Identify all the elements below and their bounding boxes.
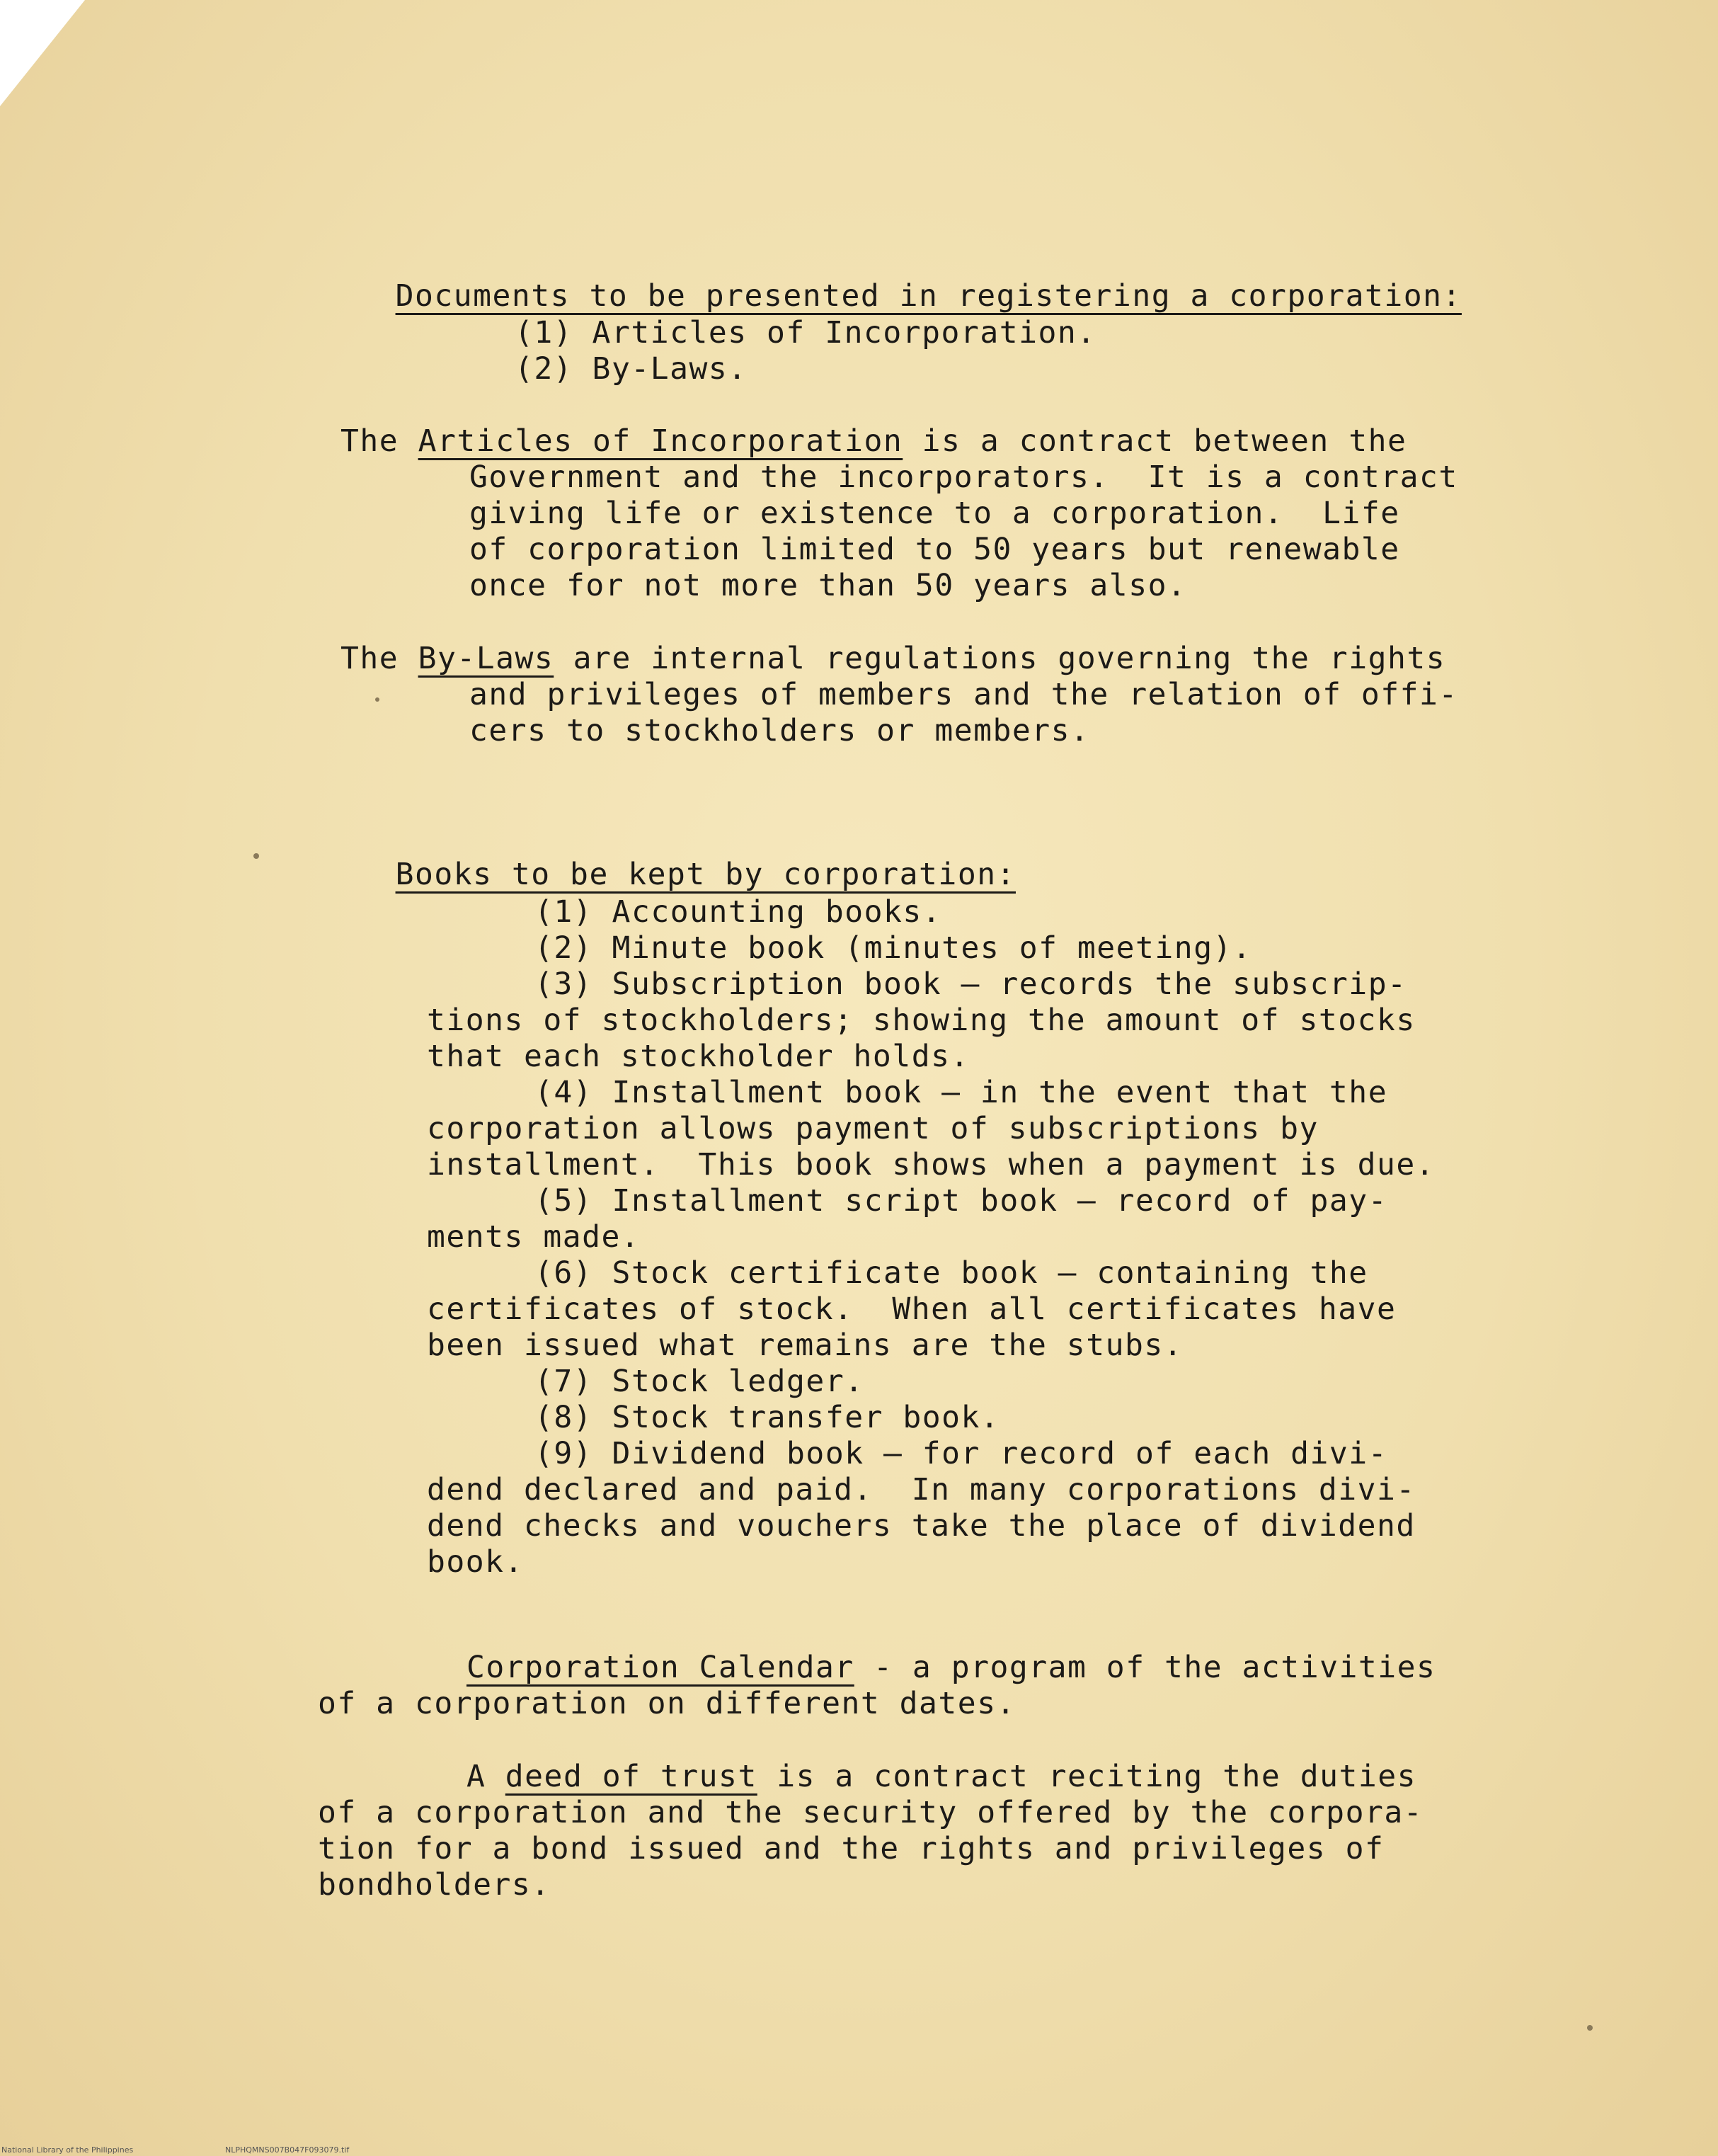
term-bylaws: By-Laws xyxy=(418,641,554,676)
list-item-continuation: tions of stockholders; showing the amount of stocks xyxy=(427,1003,1416,1038)
section-heading-documents: Documents to be presented in registering a corporation: xyxy=(395,278,1462,314)
list-item: (8) Stock transfer book. xyxy=(534,1400,1000,1435)
list-item-continuation: installment. This book shows when a payment is due. xyxy=(427,1147,1436,1182)
list-item-continuation: been issued what remains are the stubs. xyxy=(427,1328,1184,1363)
list-item-continuation: corporation allows payment of subscriptions by xyxy=(427,1111,1319,1146)
term-deed-of-trust: deed of trust xyxy=(505,1759,757,1794)
list-item-continuation: book. xyxy=(427,1544,524,1580)
paragraph-line: of a corporation on different dates. xyxy=(318,1686,1016,1721)
paragraph-bylaws-first-line: The By-Laws are internal regulations governing the rights xyxy=(340,641,1446,676)
term-articles: Articles of Incorporation xyxy=(418,423,903,459)
list-item-continuation: that each stockholder holds. xyxy=(427,1039,970,1074)
paper-speck xyxy=(253,853,259,859)
paragraph-line: of corporation limited to 50 years but renewable xyxy=(469,532,1400,567)
list-item: (2) Minute book (minutes of meeting). xyxy=(534,930,1252,966)
paragraph-line: of a corporation and the security offered by the corpora- xyxy=(318,1795,1424,1830)
list-item: (4) Installment book — in the event that the xyxy=(534,1075,1388,1110)
list-item: (5) Installment script book — record of pay- xyxy=(534,1183,1388,1219)
term-corporation-calendar: Corporation Calendar xyxy=(466,1650,854,1685)
paragraph-line: cers to stockholders or members. xyxy=(469,713,1090,748)
list-item: (1) Accounting books. xyxy=(534,894,942,930)
paragraph-line: once for not more than 50 years also. xyxy=(469,568,1187,603)
paper-speck xyxy=(375,697,379,702)
list-item: (1) Articles of Incorporation. xyxy=(515,315,1096,350)
torn-corner xyxy=(0,0,85,106)
paragraph-trust-first-line: A deed of trust is a contract reciting the duties xyxy=(466,1759,1417,1794)
list-item-continuation: certificates of stock. When all certificates have xyxy=(427,1291,1397,1327)
list-item: (7) Stock ledger. xyxy=(534,1364,864,1399)
list-item-continuation: dend checks and vouchers take the place of dividend xyxy=(427,1508,1416,1544)
list-item: (3) Subscription book — records the subscrip- xyxy=(534,966,1407,1002)
footer-library: National Library of the Philippines xyxy=(1,2145,134,2155)
paragraph-line: giving life or existence to a corporation. Life xyxy=(469,496,1400,531)
paragraph-calendar-first-line: Corporation Calendar - a program of the activities xyxy=(466,1650,1436,1685)
list-item: (9) Dividend book — for record of each divi- xyxy=(534,1436,1388,1471)
paragraph-articles-first-line: The Articles of Incorporation is a contract between the xyxy=(340,423,1407,459)
paragraph-line: and privileges of members and the relation of offi- xyxy=(469,677,1458,712)
list-item: (2) By-Laws. xyxy=(515,351,748,387)
section-heading-books: Books to be kept by corporation: xyxy=(395,857,1016,892)
paragraph-line: bondholders. xyxy=(318,1867,551,1903)
paper-speck xyxy=(1587,2025,1593,2031)
paragraph-line: tion for a bond issued and the rights and privileges of xyxy=(318,1831,1385,1866)
list-item-continuation: ments made. xyxy=(427,1219,641,1255)
footer-filename: NLPHQMNS007B047F093079.tif xyxy=(225,2145,350,2155)
list-item: (6) Stock certificate book — containing the xyxy=(534,1255,1368,1291)
paragraph-line: Government and the incorporators. It is a contract xyxy=(469,460,1458,495)
list-item-continuation: dend declared and paid. In many corporations divi- xyxy=(427,1472,1416,1507)
